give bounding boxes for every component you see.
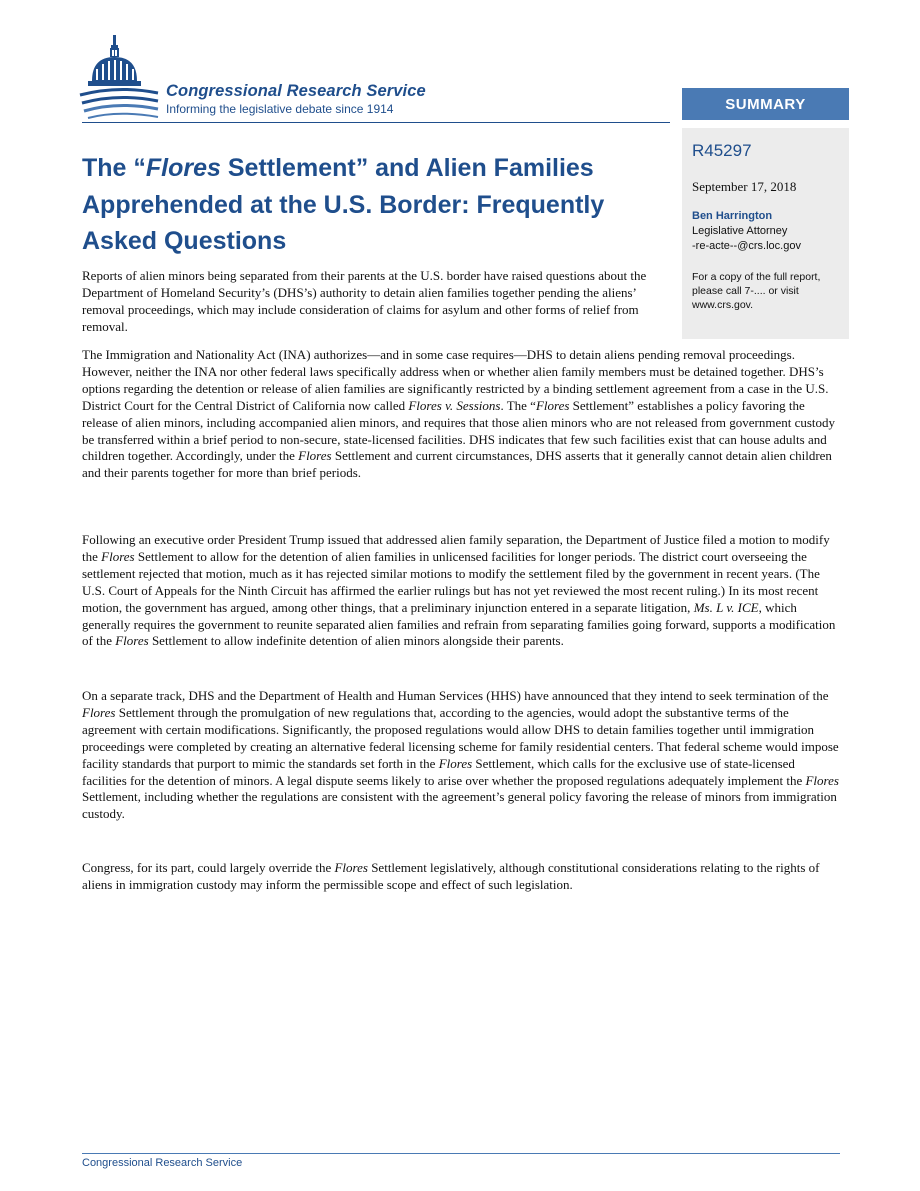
author-title: Legislative Attorney <box>692 225 788 237</box>
case-name: Ms. L v. ICE <box>693 599 759 615</box>
text-run: . The “ <box>500 397 536 413</box>
title-italic: Flores <box>145 154 221 182</box>
text-run: Settlement to allow for the detention of alien families in unlicensed facilities for longer periods. The district court overseeing the settlement rejected that motion, much as it has rejected similar motions to modify the settlement filed by the government in recent years. (The U.S. Court of Appeals for the Ninth Circuit has affirmed the earlier rulings but has not yet reviewed the most recent ruling.) In its most recent motion, the government has argued, among other things, that a preliminary injunction entered in a separate litigation, <box>82 548 820 615</box>
text-run: Congress, for its part, could largely override the <box>82 860 335 875</box>
text-run: On a separate track, DHS and the Department of Health and Human Services (HHS) have announced that they intend to seek termination of the <box>82 688 829 703</box>
summary-banner: SUMMARY <box>682 88 849 120</box>
summary-sidebar <box>682 128 849 339</box>
text-run: , which generally requires the government to reunite separated alien families and refrain from separating families going forward, supports a modification of the <box>82 599 836 649</box>
text-run: Settlement legislatively, although constitutional considerations relating to the rights of aliens in immigration custody may inform the permissible scope and effect of such legislation. <box>82 860 820 892</box>
summary-paragraph-1: Reports of alien minors being separated from their parents at the U.S. border have raised questions about the Department of Homeland Security’s (DHS’s) authority to detain alien families together pending the aliens’ removal proceedings, which may include consideration of claims for asylum and other forms of relief from removal. <box>82 268 647 334</box>
text-run: Settlement, which calls for the exclusive use of state-licensed facilities for the detention of minors. A legal dispute seems likely to arise over whether the proposed regulations adequately implement the <box>82 755 806 788</box>
crs-logo-emblem <box>78 33 162 123</box>
case-name: Flores <box>115 633 149 649</box>
header-divider <box>82 122 670 123</box>
text-run: Settlement and current circumstances, DHS asserts that it generally cannot detain alien children and their parents together for more than brief periods. <box>82 448 832 481</box>
text-run: Settlement through the promulgation of new regulations that, according to the agencies, would adopt the substantive terms of the agreement with certain modifications. Significantly, the proposed regulations would allow DHS to detain families together until immigration proceedings were completed by creating an alternative federal licensing scheme for family residential centers. That federal scheme would impose facility standards that purport to mimic the standards set forth in the <box>82 704 839 771</box>
summary-paragraph-5 <box>82 860 842 894</box>
case-name: Flores <box>82 704 116 720</box>
text-run: Settlement, including whether the regulations are consistent with the agreement’s general policy favoring the release of minors from immigration custody. <box>82 789 837 822</box>
capitol-dome-icon <box>78 33 162 123</box>
summary-paragraph-4 <box>82 688 842 823</box>
author-name: Ben Harrington <box>692 210 773 222</box>
case-name: Flores <box>805 772 839 788</box>
report-number: R45297 <box>692 141 752 160</box>
report-title <box>82 150 662 260</box>
case-name: Flores <box>334 860 368 875</box>
text-run: Following an executive order President Trump issued that addressed alien family separation, the Department of Justice filed a motion to modify the <box>82 532 830 564</box>
text-run: Settlement” establishes a policy favoring the release of alien minors, including accompanied alien minors, and requires that those alien minors who are not released from government custody be transferred within a brief period to non-secure, state-licensed facilities. DHS indicates that few such facilities exist that can house adults and children together. Accordingly, under the <box>82 397 836 464</box>
summary-paragraph-2 <box>82 347 842 482</box>
author-email-link[interactable]: -re-acte--@crs.loc.gov <box>692 240 801 252</box>
org-tagline: Informing the legislative debate since 1914 <box>166 102 394 116</box>
copy-note: For a copy of the full report, please call 7-.... or visit www.crs.gov. <box>692 271 821 311</box>
report-date: September 17, 2018 <box>692 179 797 194</box>
org-name: Congressional Research Service <box>166 82 426 100</box>
summary-paragraph-3 <box>82 532 842 650</box>
footer-divider <box>82 1153 840 1154</box>
text-run: Settlement to allow indefinite detention of alien minors alongside their parents. <box>148 633 564 649</box>
text-run: The Immigration and Nationality Act (INA) authorizes—and in some case requires—DHS to detain aliens pending removal proceedings. However, neither the INA nor other federal laws specifically address when or whether alien family members must be detained together. DHS’s options regarding the detention or release of alien families are significantly restricted by a binding settlement agreement from a case in the U.S. District Court for the Central District of California now called <box>82 347 829 413</box>
title-suffix: Settlement” and Alien Families Apprehended at the U.S. Border: Frequently Asked Questions <box>82 154 605 255</box>
title-prefix: The “ <box>82 154 146 182</box>
footer-org-name: Congressional Research Service <box>82 1157 243 1169</box>
case-name: Flores <box>298 448 332 464</box>
case-name: Flores <box>535 397 570 413</box>
case-name: Flores <box>101 548 135 564</box>
case-name: Flores v. Sessions <box>408 397 501 413</box>
case-name: Flores <box>438 755 473 771</box>
